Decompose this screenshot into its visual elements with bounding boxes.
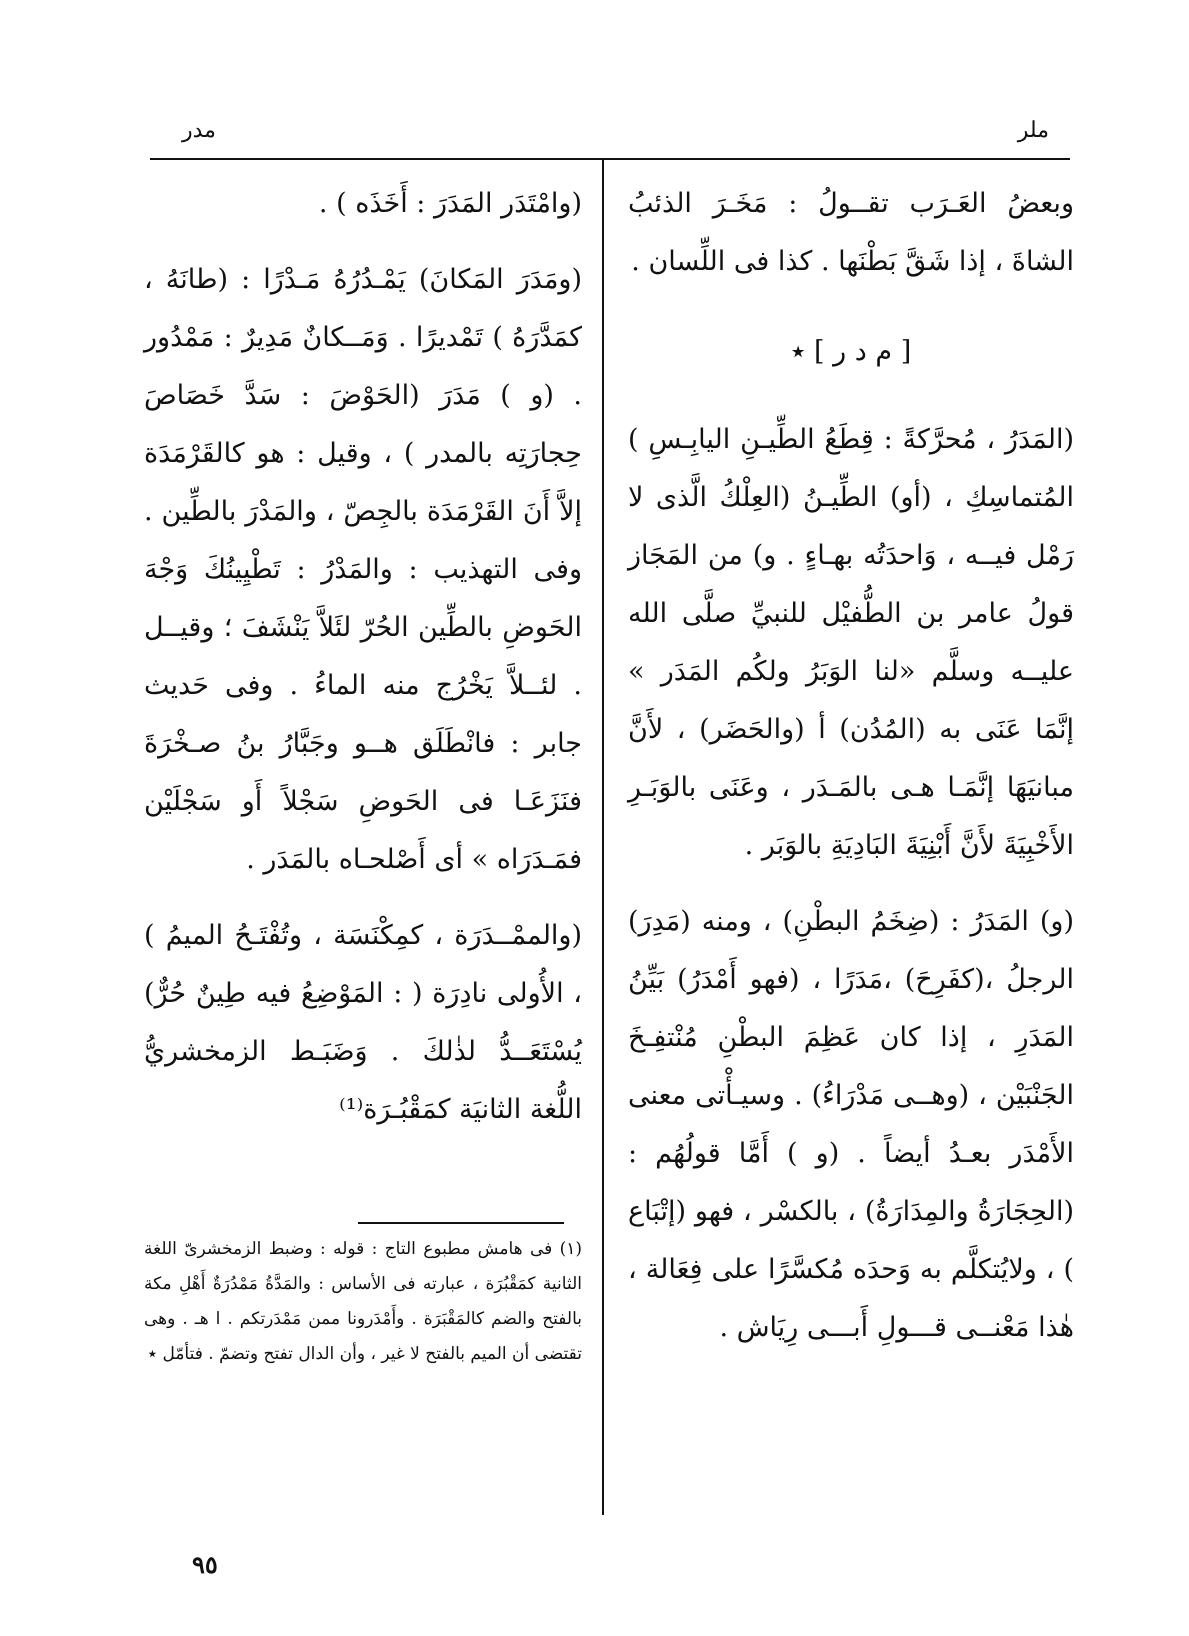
right-running-header: ملر	[1017, 118, 1049, 143]
page-number: ٩٥	[192, 1550, 218, 1579]
right-paragraph-1: وبعضُ العَـرَب تقــولُ : مَخَـرَ الذئبُ الشاةَ ، إذا شَقَّ بَطْنَها . كذا فى اللِّسان .	[628, 188, 1074, 277]
right-paragraph-3: (و) المَدَرُ : (ضِخَمُ البطْنِ) ، ومنه (مَدِرَ) الرجلُ ،(كفَرِحَ) ،مَدَرًا ، (فهو أَمْدَرُ) بَيِّنُ المَدَرِ ، إذا كان عَظِمَ البطْنِ مُنْتفِـخَ الجَنْبَيْن ، (وهــى مَدْرَاءُ) . وسيـأْتى معنى الأَمْدَر بعـدُ أيضاً . (و ) أَمَّا قولُهُم : (الحِجَارَةُ والمِدَارَةُ) ، بالكسْر ، فهو (إتْبَاع ) ، ولايُتكلَّم به وَحدَه مُكسَّرًا على فِعَالة ، هٰذا مَعْنــى قـــولِ أَبـــى رِيَاش .	[628, 906, 1074, 1343]
footnote: (١) فى هامش مطبوع التاج : قوله : وضبط الزمخشرىّ اللغة الثانية كمَقْبُرَة ، عبارته فى الأساس : والمَدَّةُ مَمْدُرَةٌ أَهْلِ مكة بالفتح والضم كالمَقْبَرَة . وأَمْدَرونا ممن مَمْدَرتكم . ا هـ . وهى تقتضى أن الميم بالفتح لا غير ، وأن الدال تفتح وتضمّ . فتأمّل ٭	[144, 1239, 582, 1364]
column-divider	[602, 160, 604, 1515]
left-column	[144, 175, 582, 1157]
left-paragraph-1: (وامْتَدَر المَدَرَ : أَخَذَه ) .	[318, 188, 582, 219]
left-paragraph-3: (والممْــدَرَة ، كمِكْنَسَة ، وتُفْتَـحُ الميمُ ) ، الأُولى نادِرَة ( : المَوْضِعُ فيه طِينٌ حُرٌّ) يُسْتَعَــدُّ لذٰلكَ . وَضَبَـط الزمخشريُّ اللُّغة الثانيَة كمَقْبُـرَة⁽¹⁾	[144, 920, 582, 1125]
header-rule	[150, 158, 1070, 160]
entry-heading: [ م د ر ] ٭	[790, 336, 912, 367]
left-running-header: مدر	[182, 118, 216, 143]
right-column	[628, 175, 1074, 1375]
left-paragraph-2: (ومَدَرَ المَكانَ) يَمْـدُرُهُ مَـدْرًا : (طانَهُ ، كمَدَّرَهُ ) تَمْديرًا . وَمَــكانٌ مَدِيرٌ : مَمْدُور . (و ) مَدَرَ (الحَوْضَ : سَدَّ خَصَاصَ حِجارَتِه بالمدر ) ، وقيل : هو كالقَرْمَدَة إلاَّ أَنَ القَرْمَدَة بالجِصّ ، والمَدْرَ بالطِّين . وفى التهذيب : والمَدْرُ : تَطْيِينُكَ وَجْهَ الحَوضِ بالطِّين الحُرّ لئَلاَّ يَنْشَفَ ؛ وقيــل . لئــلاَّ يَخْرُج منه الماءُ . وفى حَديث جابر : فانْطَلَق هــو وجَبَّارُ بنُ صـخْرَةَ فنَزَعَـا فى الحَوضِ سَجْلاً أَو سَجْلَيْن فمَـدَرَاه » أى أَصْلحـاه بالمَدَر .	[144, 264, 582, 875]
footnote-rule	[358, 1222, 564, 1224]
right-paragraph-2: (المَدَرُ ، مُحرَّكةً : قِطَعُ الطِّيـنِ اليابِـسِ ) المُتماسِكِ ، (أو) الطِّيـنُ (العِلْكُ الَّذى لا رَمْل فيــه ، وَاحدَتُه بهـاءٍ . و) من المَجَاز قولُ عامر بن الطُّفيْل للنبيِّ صلَّى الله عليــه وسلَّم «لنا الوَبَرُ ولكُم المَدَر » إنَّمَا عَنَى به (المُدُن) أ (والحَضَر) ، لأَنَّ مبانيَهَا إنَّمَـا هـى بالمَـدَر ، وعَنَى بالوَبَـرِ الأَخْبِيَةَ لأَنَّ أَبْنِيَةَ البَادِيَةِ بالوَبَر .	[628, 424, 1074, 861]
